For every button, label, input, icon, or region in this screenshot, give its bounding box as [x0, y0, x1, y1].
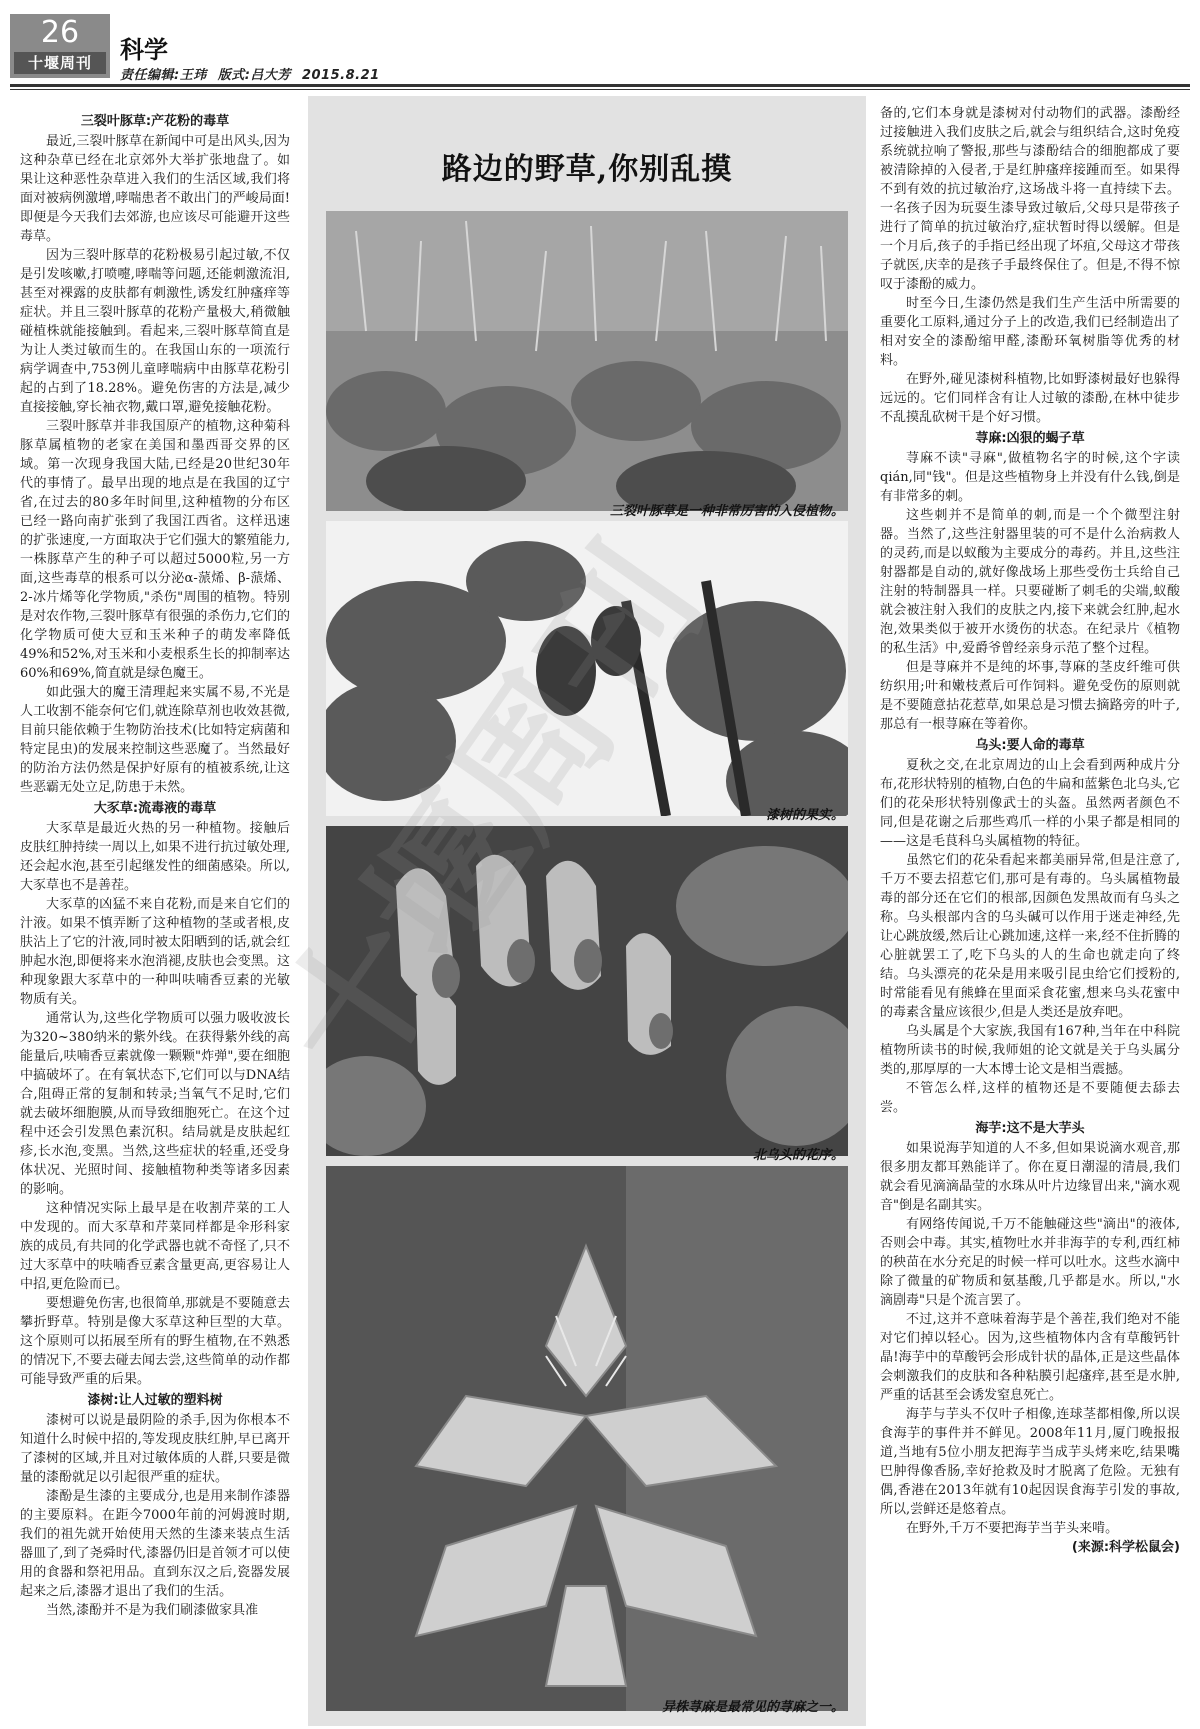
- page-number-badge: [10, 14, 110, 78]
- right-column: [880, 104, 1180, 1714]
- paragraph: 如此强大的魔王清理起来实属不易,不光是人工收割不能奈何它们,就连除草剂也收效甚微,目前只能依赖于生物防治技术(比如特定病菌和特定昆虫)的发展来控制这些恶魔了。当然最好的防治方法仍然是保护好原有的植被系统,让这些恶霸无处立足,防患于未然。: [20, 685, 290, 795]
- page-number: 26: [40, 15, 80, 50]
- paragraph: 漆酚是生漆的主要成分,也是用来制作漆器的主要原料。在距今7000年前的河姆渡时期,我们的祖先就开始使用天然的生漆来装点生活器皿了,到了尧舜时代,漆器仍旧是首领才可以使用的食器和祭祀用品。直到东汉之后,瓷器发展起来之后,漆器才退出了我们的生活。: [20, 1489, 290, 1599]
- photo-nettle: [326, 1166, 848, 1711]
- photo-aconitum: [326, 826, 848, 1156]
- paragraph: 有网络传闻说,千万不能触碰这些"滴出"的液体,否则会中毒。其实,植物吐水并非海芋的专利,西红柿的秧苗在水分充足的时候一样可以吐水。这些水滴中除了微量的矿物质和氨基酸,几乎都是水。所以,"水滴剧毒"只是个流言罢了。: [880, 1217, 1180, 1308]
- paragraph: 在野外,千万不要把海芋当芋头来啃。: [906, 1521, 1119, 1536]
- subheading-ambrosia: 三裂叶豚草:产花粉的毒草: [80, 114, 230, 129]
- paragraph: 要想避免伤害,也很简单,那就是不要随意去攀折野草。特别是像大豕草这种巨型的大草。这个原则可以拓展至所有的野生植物,在不熟悉的情况下,不要去碰去闻去尝,这些简单的动作都可能导致严重的后果。: [20, 1296, 290, 1387]
- caption-nettle: 异株荨麻是最常见的荨麻之一。: [661, 1700, 844, 1715]
- feature-panel: [308, 96, 866, 1726]
- paragraph: 但是荨麻并不是纯的坏事,荨麻的茎皮纤维可供纺织用;叶和嫩枝煮后可作饲料。避免受伤的原则就是不要随意拈花惹草,如果总是习惯去摘路旁的叶子,那总有一根荨麻在等着你。: [880, 660, 1180, 732]
- paragraph: 三裂叶豚草并非我国原产的植物,这种菊科豚草属植物的老家在美国和墨西哥交界的区域。第一次现身我国大陆,已经是20世纪30年代的事情了。最早出现的地点是在我国的辽宁省,在过去的80多年时间里,这种植物的分布区已经一路向南扩张到了我国江西省。这样迅速的扩张速度,一方面取决于它们强大的繁殖能力,一株豚草产生的种子可以超过5000粒,另一方面,这些毒草的根系可以分泌α-蒎烯、β-蒎烯、2-冰片烯等化学物质,"杀伤"周围的植物。特别是对农作物,三裂叶豚草有很强的杀伤力,它们的化学物质可使大豆和玉米种子的萌发率降低49%和52%,对玉米和小麦根系生长的抑制率达60%和69%,简直就是绿色魔王。: [20, 419, 290, 681]
- paragraph: 乌头属是个大家族,我国有167种,当年在中科院植物所读书的时候,我师姐的论文就是关于乌头属分类的,那厚厚的一大本博士论文是相当震撼。: [880, 1024, 1180, 1077]
- paragraph: 通常认为,这些化学物质可以强力吸收波长为320~380纳米的紫外线。在获得紫外线的高能量后,呋喃香豆素就像一颗颗"炸弹",要在细胞中搞破坏了。在有氧状态下,它们可以与DNA结合,阻碍正常的复制和转录;当氧气不足时,它们就去破坏细胞膜,从而导致细胞死亡。在这个过程中还会引发黑色素沉积。结局就是皮肤起红疹,长水泡,变黑。当然,这些症状的轻重,还受身体状况、光照时间、接触植物种类等诸多因素的影响。: [20, 1011, 290, 1197]
- paragraph: 夏秋之交,在北京周边的山上会看到两种成片分布,花形状特别的植物,白色的牛扁和蓝紫色北乌头,它们的花朵形状特别像武士的头盔。虽然两者颜色不同,但是花谢之后那些鸡爪一样的小果子都是相同的——这是毛茛科乌头属植物的特征。: [880, 758, 1180, 849]
- paragraph: 这些刺并不是简单的刺,而是一个个微型注射器。当然了,这些注射器里装的可不是什么治病救人的灵药,而是以蚁酸为主要成分的毒药。并且,这些注射器都是自动的,就好像战场上那些受伤士兵给自己注射的特制器具一样。只要碰断了刺毛的尖端,蚁酸就会被注射入我们的皮肤之内,接下来就会红肿,起水泡,效果类似于被开水烫伤的状态。在纪录片《植物的私生活》中,爱爵爷曾经亲身示范了整个过程。: [880, 508, 1180, 656]
- section-title: 科学: [120, 36, 168, 64]
- article-source: (来源:科学松鼠会): [1071, 1540, 1180, 1555]
- subheading-aconitum: 乌头:要人命的毒草: [975, 738, 1085, 753]
- subheading-hogweed: 大豕草:流毒液的毒草: [93, 801, 217, 816]
- paragraph: 漆树可以说是最阴险的杀手,因为你根本不知道什么时候中招的,等发现皮肤红肿,早已离开了漆树的区域,并且对过敏体质的人群,只要是微量的漆酚就足以引起很严重的症状。: [20, 1413, 290, 1485]
- paragraph: 如果说海芋知道的人不多,但如果说滴水观音,那很多朋友都耳熟能详了。你在夏日潮湿的清晨,我们就会看见滴滴晶莹的水珠从叶片边缘冒出来,"滴水观音"倒是名副其实。: [880, 1141, 1180, 1213]
- paragraph: 大豕草的凶猛不来自花粉,而是来自它们的汁液。如果不慎弄断了这种植物的茎或者根,皮肤沾上了它的汁液,同时被太阳晒到的话,就会红肿起水泡,即便将来水泡消褪,皮肤也会变黑。这种现象跟大豕草中的一种叫呋喃香豆素的光敏物质有关。: [20, 897, 290, 1007]
- subheading-lacquer-tree: 漆树:让人过敏的塑料树: [87, 1393, 223, 1408]
- paragraph: 最近,三裂叶豚草在新闻中可是出风头,因为这种杂草已经在北京郊外大举扩张地盘了。如果让这种恶性杂草进入我们的生活区域,我们将面对被病例激增,哮喘患者不敢出门的严峻局面!即便是今天我们去郊游,也应该尽可能避开这些毒草。: [20, 134, 290, 244]
- caption-aconitum: 北乌头的花序。: [752, 1148, 844, 1163]
- editor-meta: [120, 64, 386, 83]
- photo-lacquer-tree: [326, 521, 848, 816]
- paragraph: 这种情况实际上最早是在收割芹菜的工人中发现的。而大豕草和芹菜同样都是伞形科家族的成员,有共同的化学武器也就不奇怪了,只不过大豕草中的呋喃香豆素含量更高,更容易让人中招,更危险而已。: [20, 1201, 290, 1292]
- paragraph: 因为三裂叶豚草的花粉极易引起过敏,不仅是引发咳嗽,打喷嚏,哮喘等问题,还能刺激流泪,甚至对裸露的皮肤都有刺激性,诱发红肿瘙痒等症状。并且三裂叶豚草的花粉产量极大,稍微触碰植株就能接触到。看起来,三裂叶豚草简直是为让人类过敏而生的。在我国山东的一项流行病学调查中,753例儿童哮喘病中由豚草花粉引起的占到了18.28%。避免伤害的方法是,减少直接接触,穿长袖衣物,戴口罩,避免接触花粉。: [20, 248, 290, 415]
- photo-ragweed: [326, 211, 848, 511]
- caption-ragweed: 三裂叶豚草是一种非常厉害的入侵植物。: [609, 504, 844, 519]
- subheading-alocasia: 海芋:这不是大芋头: [975, 1121, 1085, 1136]
- paragraph: 在野外,碰见漆树科植物,比如野漆树最好也躲得远远的。它们同样含有让人过敏的漆酚,在林中徒步不乱摸乱砍树干是个好习惯。: [880, 372, 1180, 425]
- paragraph: 不过,这并不意味着海芋是个善茬,我们绝对不能对它们掉以轻心。因为,这些植物体内含有草酸钙针晶!海芋中的草酸钙会形成针状的晶体,正是这些晶体会刺激我们的皮肤和各种粘膜引起瘙痒,甚至是水肿,严重的话甚至会诱发窒息死亡。: [880, 1312, 1180, 1403]
- paragraph: 海芋与芋头不仅叶子相像,连球茎都相像,所以误食海芋的事件并不鲜见。2008年11月,厦门晚报报道,当地有5位小朋友把海芋当成芋头烤来吃,结果嘴巴肿得像香肠,幸好抢救及时才脱离了危险。无独有偶,香港在2013年就有10起因误食海芋引发的事故,所以,尝鲜还是悠着点。: [880, 1407, 1180, 1517]
- caption-lacquer-tree: 漆树的果实。: [765, 808, 844, 823]
- subheading-nettle: 荨麻:凶狠的蝎子草: [975, 431, 1085, 446]
- header-rule: [10, 84, 1190, 87]
- paragraph: 时至今日,生漆仍然是我们生产生活中所需要的重要化工原料,通过分子上的改造,我们已经制造出了相对安全的漆酚缩甲醛,漆酚环氧树脂等优秀的材料。: [880, 296, 1180, 368]
- paragraph: 大豕草是最近火热的另一种植物。接触后皮肤红肿持续一周以上,如果不进行抗过敏处理,还会起水泡,甚至引起继发性的细菌感染。所以,大豕草也不是善茬。: [20, 821, 290, 893]
- header-rule-thin: [10, 89, 1190, 90]
- paragraph: 备的,它们本身就是漆树对付动物们的武器。漆酚经过接触进入我们皮肤之后,就会与组织结合,这时免疫系统就拉响了警报,那些与漆酚结合的细胞都成了要被清除掉的入侵者,于是红肿瘙痒接踵而至。如果得不到有效的抗过敏治疗,这场战斗将一直持续下去。一名孩子因为玩耍生漆导致过敏后,父母只是带孩子进行了简单的抗过敏治疗,症状暂时得以缓解。但是一个月后,孩子的手指已经出现了坏疽,父母这才带孩子就医,庆幸的是孩子手最终保住了。但是,不得不惊叹于漆酚的威力。: [880, 106, 1180, 292]
- paragraph: 虽然它们的花朵看起来都美丽异常,但是注意了,千万不要去招惹它们,那可是有毒的。乌头属植物最毒的部分还在它们的根部,因颜色发黑故而有乌头之称。乌头根部内含的乌头碱可以作用于迷走神经,先让心跳放缓,然后让心跳加速,这样一来,经不住折腾的心脏就罢工了,吃下乌头的人的生命也就走向了终结。乌头漂亮的花朵是用来吸引昆虫给它们授粉的,时常能看见有熊蜂在里面采食花蜜,想来乌头花蜜中的毒素含量应该很少,但是人类还是放弃吧。: [880, 853, 1180, 1020]
- paragraph: 当然,漆酚并不是为我们刷漆做家具准: [46, 1603, 259, 1618]
- brand-label: 十堰周刊: [14, 52, 106, 74]
- paragraph: 荨麻不读"寻麻",做植物名字的时候,这个字读qián,同"钱"。但是这些植物身上并没有什么钱,倒是有非常多的刺。: [880, 451, 1180, 504]
- issue-date: 2015.8.21: [301, 68, 380, 83]
- headline: 路边的野草,你别乱摸: [441, 152, 733, 187]
- paragraph: 不管怎么样,这样的植物还是不要随便去舔去尝。: [880, 1081, 1180, 1115]
- left-column: [20, 110, 290, 1720]
- layout-credit: 版式:吕大芳: [217, 68, 291, 83]
- editor-credit: 责任编辑:王玮: [120, 68, 207, 83]
